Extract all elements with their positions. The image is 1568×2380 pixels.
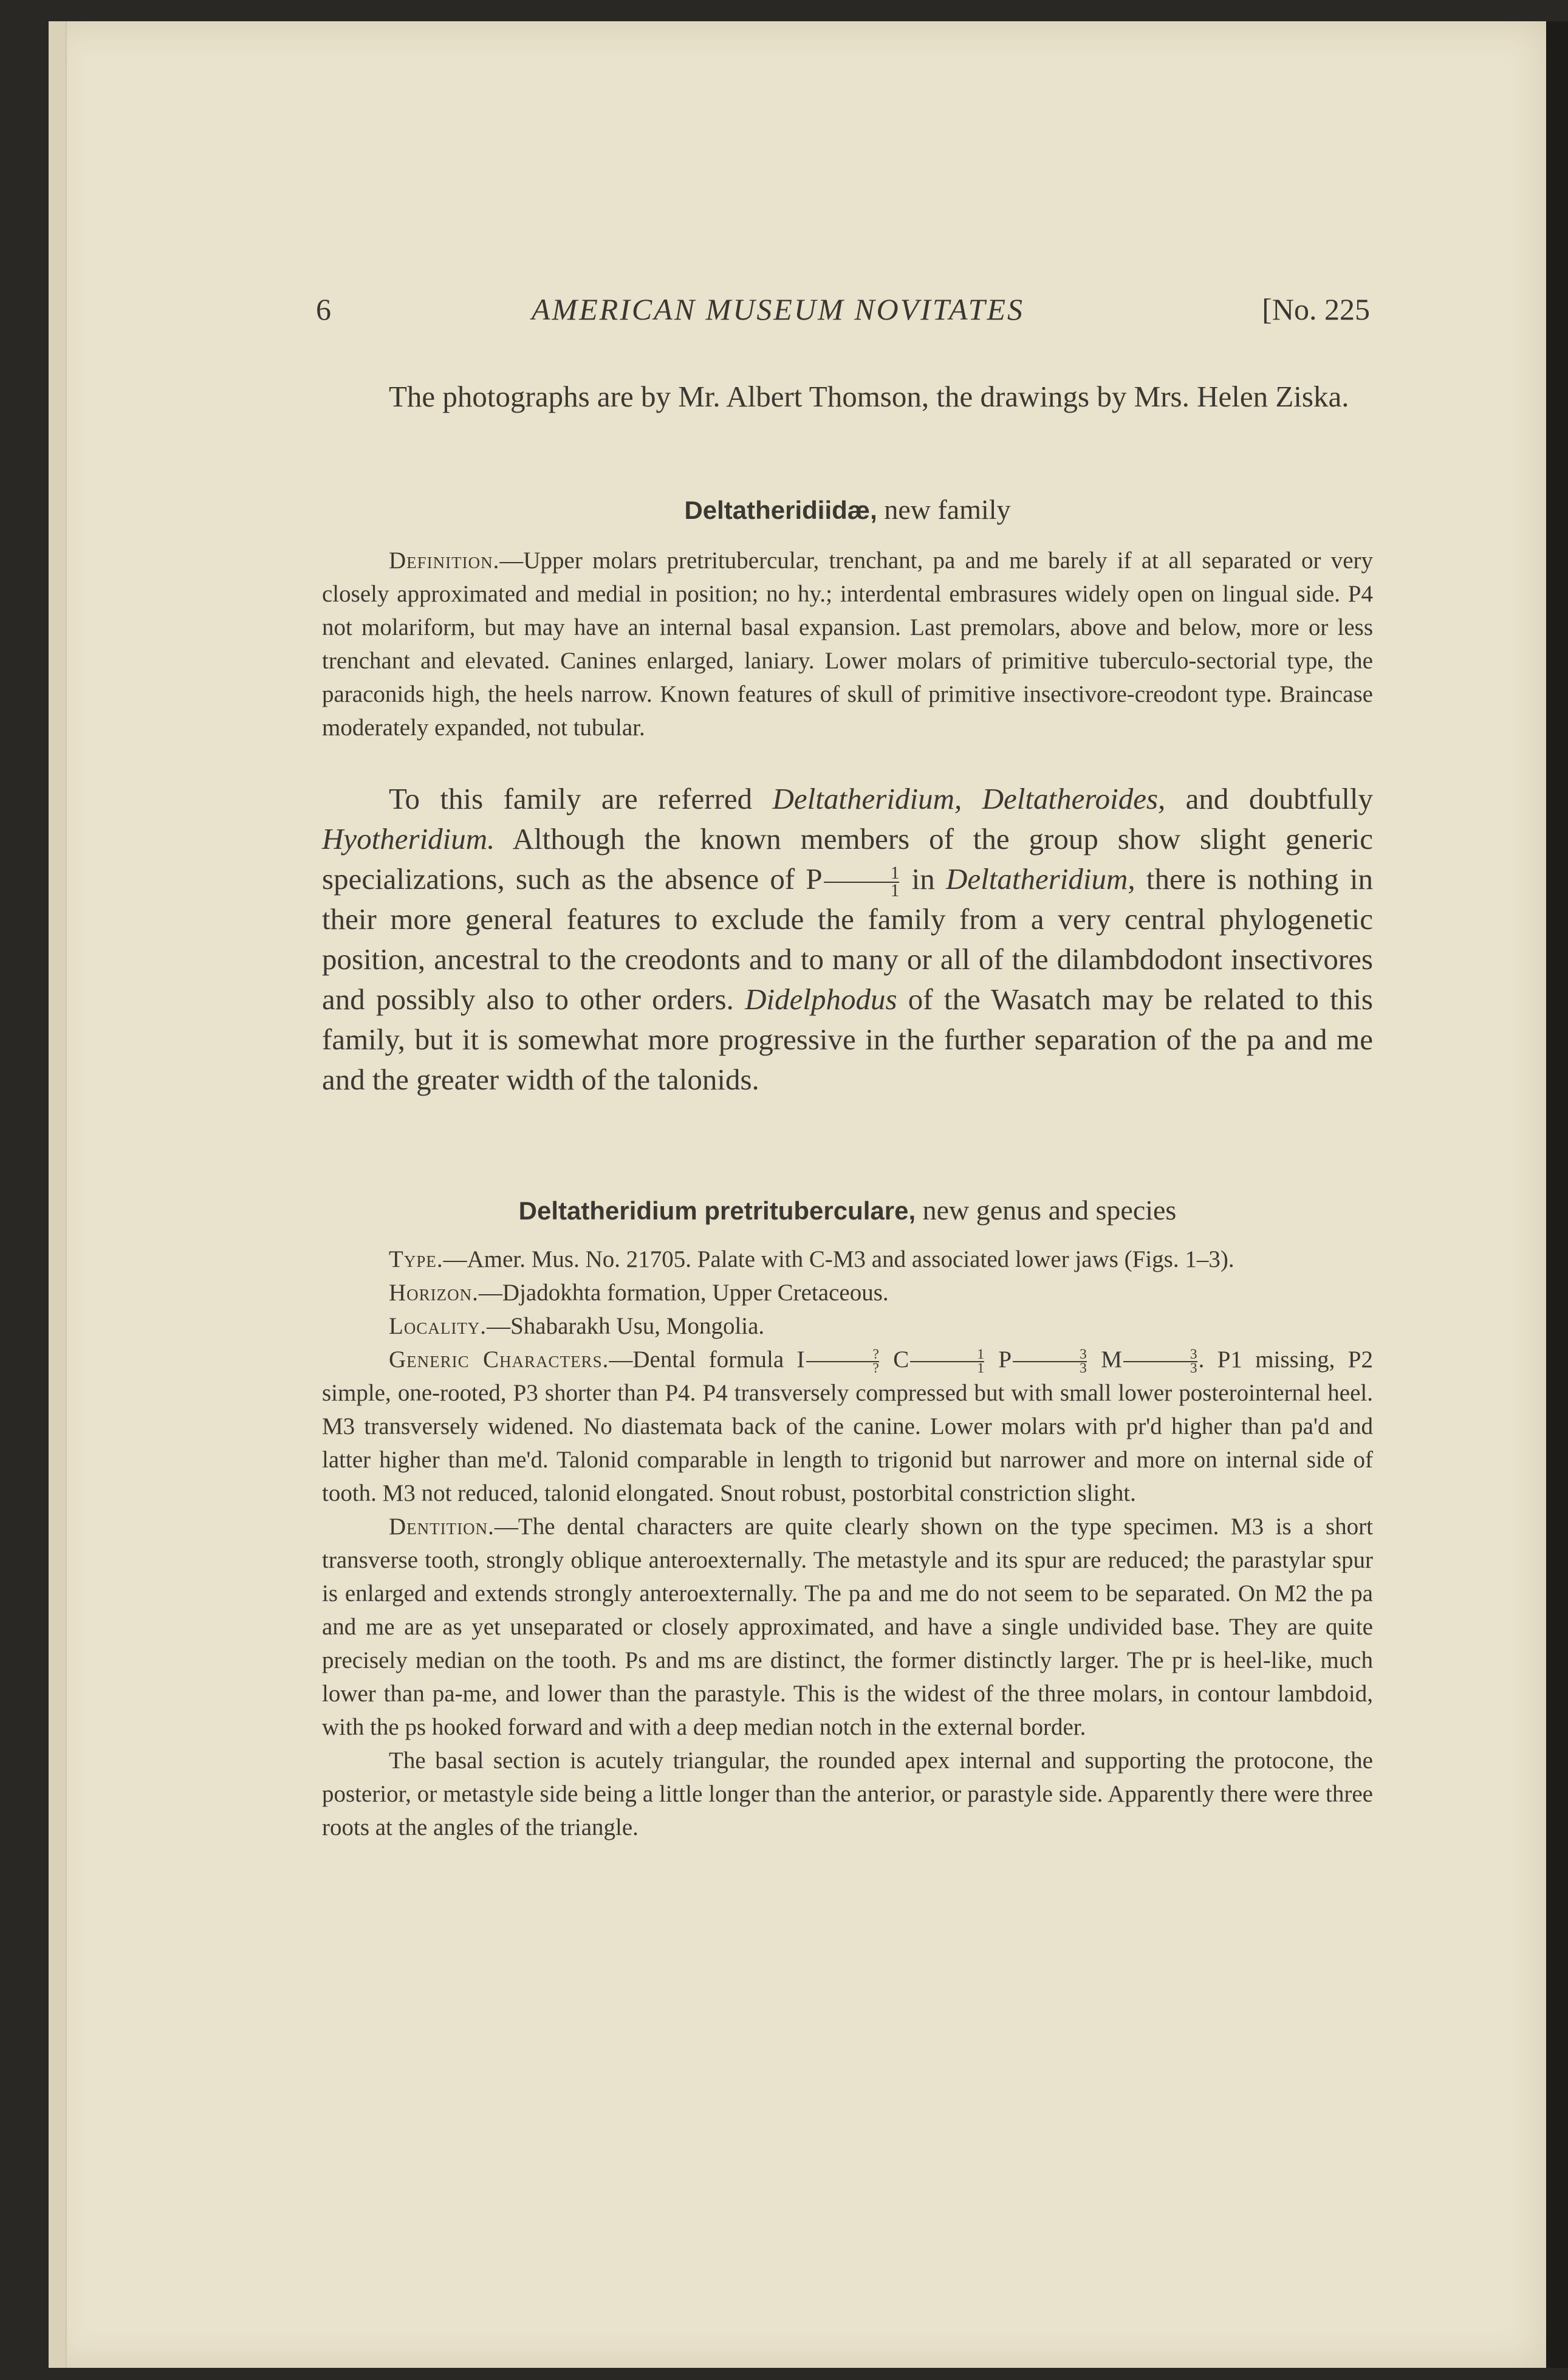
fraction-p-absent: [824, 865, 900, 899]
definition-paragraph: [322, 544, 1373, 744]
fraction-canines: [910, 1348, 984, 1375]
genus-didelphodus: Didelphodus: [745, 983, 897, 1016]
running-header: [316, 292, 1370, 334]
family-discussion-paragraph: [322, 779, 1373, 1100]
fraction-numerator: 3: [1013, 1348, 1087, 1362]
species-name: Deltatheridium pretrituberculare,: [518, 1196, 916, 1225]
genus-hyotheridium: Hyotheridium.: [322, 822, 495, 856]
definition-label: Definition.: [389, 547, 500, 574]
family-qualifier: new family: [884, 494, 1011, 525]
locality-paragraph: [322, 1309, 1373, 1343]
genus-deltatheridium-2: Deltatheridium,: [945, 862, 1135, 896]
generic-text-a: —Dental formula I: [609, 1346, 805, 1373]
discussion-text-7: of the Wasatch may be related to this family, but it is somewhat more progressive in the further separation of the pa and me and the greater width of the talonids.: [322, 983, 1373, 1096]
dentition-label: Dentition.: [389, 1514, 495, 1540]
fraction-incisors: [806, 1348, 879, 1375]
fraction-denominator: ?: [872, 1360, 879, 1377]
generic-characters-label: Generic Characters.: [389, 1346, 609, 1373]
fraction-numerator: 1: [910, 1348, 984, 1362]
dentition-text: —The dental characters are quite clearly shown on the type specimen. M3 is a short transverse tooth, strongly oblique anteroexternally. The metastyle and its spur are reduced; the parastylar spur is enlarged and extends strongly anteroexternally. The pa and me do not seem to be separated. On M2 the pa and me are as yet unseparated or closely approximated, and have a single undivided base. They are quite precisely median on the tooth. Ps and ms are distinct, the former distinctly larger. The pr is heel-like, much lower than pa-me, and lower than the parastyle. This is the widest of the three molars, in contour lambdoid, with the ps hooked forward and with a deep median notch in the external border.: [322, 1514, 1373, 1740]
horizon-text: —Djadokhta formation, Upper Cretaceous.: [478, 1280, 889, 1306]
discussion-text-2: [962, 782, 982, 815]
dentition-paragraph: [322, 1510, 1373, 1744]
fraction-numerator: 1: [824, 865, 900, 882]
discussion-text-6: there is nothing in their more general features to exclude the family from a very central phylogenetic position, ancestral to the creodonts and to many or all of the dilambdodont insectivores and possibly also to other orders.: [322, 862, 1373, 1016]
fraction-denominator: 1: [890, 880, 900, 900]
credits-text: The photographs are by Mr. Albert Thomson, the drawings by Mrs. Helen Ziska.: [389, 380, 1349, 413]
genus-deltatheridium: Deltatheridium,: [772, 782, 962, 815]
page-right-edge: [1546, 21, 1568, 2368]
generic-text-b: C: [880, 1346, 909, 1373]
type-paragraph: [322, 1243, 1373, 1276]
type-label: Type.: [389, 1246, 443, 1272]
species-heading: [322, 1194, 1373, 1226]
family-heading: [322, 493, 1373, 526]
horizon-paragraph: [322, 1276, 1373, 1309]
discussion-text-4: Although the known members of the group show slight generic specializations, such as the absence of P: [322, 822, 1373, 896]
family-name: Deltatheridiidæ,: [684, 496, 877, 524]
generic-text-e: . P1 missing, P2 simple, one-rooted, P3 shorter than P4. P4 transversely compressed but with small lower posterointernal heel. M3 transversely widened. No diastemata back of the canine. Lower molars with pr'd higher than pa'd and latter higher than me'd. Talonid comparable in length to trigonid but narrower and more on internal side of tooth. M3 not reduced, talonid elongated. Snout robust, postorbital constriction slight.: [322, 1346, 1373, 1506]
locality-label: Locality.: [389, 1313, 487, 1339]
species-qualifier: new genus and species: [922, 1195, 1177, 1226]
fraction-molars: [1123, 1348, 1197, 1375]
discussion-text-3: and doubtfully: [1165, 782, 1373, 815]
fraction-numerator: ?: [806, 1348, 879, 1362]
discussion-text-5: in: [900, 862, 946, 896]
basal-section-paragraph: The basal section is acutely triangular, the rounded apex internal and supporting the protocone, the posterior, or metastyle side being a little longer than the anterior, or parastyle side. Apparently there were three roots at the angles of the triangle.: [322, 1747, 1373, 1840]
type-text: —Amer. Mus. No. 21705. Palate with C-M3 and associated lower jaws (Figs. 1–3).: [443, 1246, 1234, 1272]
genus-deltatheroides: Deltatheroides,: [982, 782, 1166, 815]
species-description: [322, 1243, 1373, 1844]
generic-text-c: P: [985, 1346, 1012, 1373]
definition-text: —Upper molars pretritubercular, trenchant, pa and me barely if at all separated or very closely approximated and medial in position; no hy.; interdental embrasures widely open on lingual side. P4 not molariform, but may have an internal basal expansion. Last premolars, above and below, more or less trenchant and elevated. Canines enlarged, laniary. Lower molars of primitive tuberculo-sectorial type, the paraconids high, the heels narrow. Known features of skull of primitive insectivore-creodont type. Braincase moderately expanded, not tubular.: [322, 547, 1373, 741]
fraction-numerator: 3: [1123, 1348, 1197, 1362]
fraction-premolars: [1013, 1348, 1087, 1375]
page-number: 6: [316, 292, 331, 326]
discussion-text-1: To this family are referred: [389, 782, 773, 815]
issue-number: [No. 225: [1262, 292, 1370, 326]
generic-text-d: M: [1087, 1346, 1122, 1373]
page-left-edge: [49, 21, 67, 2368]
generic-characters-paragraph: [322, 1343, 1373, 1510]
horizon-label: Horizon.: [389, 1280, 479, 1306]
fraction-denominator: 3: [1080, 1360, 1087, 1377]
locality-text: —Shabarakh Usu, Mongolia.: [487, 1313, 765, 1339]
journal-title: AMERICAN MUSEUM NOVITATES: [532, 292, 1025, 326]
fraction-denominator: 3: [1190, 1360, 1197, 1377]
fraction-denominator: 1: [977, 1360, 985, 1377]
credits-paragraph: [322, 377, 1373, 417]
